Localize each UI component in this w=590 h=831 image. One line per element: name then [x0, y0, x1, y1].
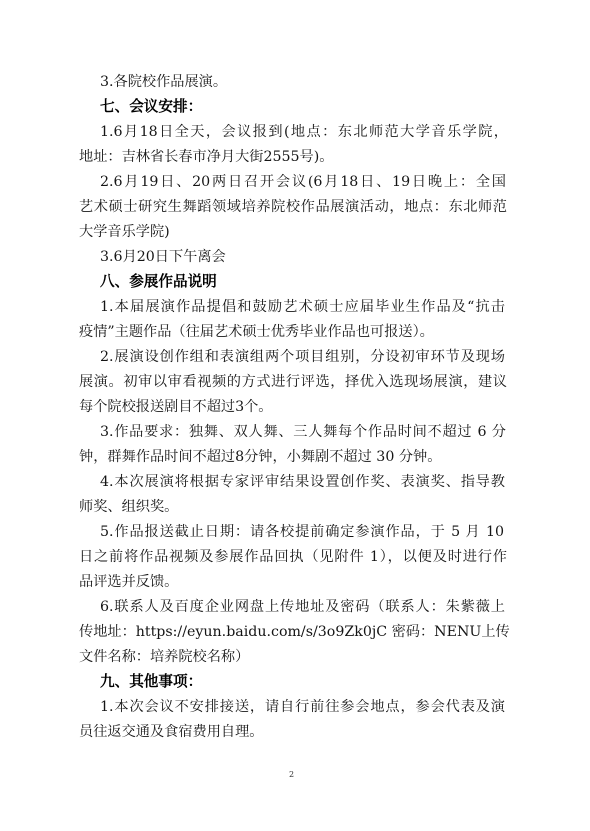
paragraph-line: 1.本次会议不安排接送，请自行前往参会地点，参会代表及演: [100, 699, 505, 715]
paragraph-line: 5.作品报送截止日期：请各校提前确定参演作品，于 5 月 10: [100, 524, 504, 540]
paragraph-line: 文件名称：培养院校名称）: [79, 649, 250, 665]
paragraph-line: 疫情”主题作品（往届艺术硕士优秀毕业作品也可报送）。: [79, 324, 434, 340]
paragraph-line: 传地址：https://eyun.baidu.com/s/3o9Zk0jC 密码：NENU上传: [79, 624, 510, 640]
paragraph-line: 品评选并反馈。: [79, 574, 179, 590]
paragraph-line: 1.本届展演作品提倡和鼓励艺术硕士应届毕业生作品及“抗击: [100, 299, 505, 315]
paragraph-line: 6.联系人及百度企业网盘上传地址及密码（联系人：朱紫薇上: [100, 599, 505, 615]
paragraph-line: 日之前将作品视频及参展作品回执（见附件 1），以便及时进行作: [79, 549, 507, 565]
paragraph-line: 2.展演设创作组和表演组两个项目组别，分设初审环节及现场: [100, 349, 505, 365]
paragraph-line: 大学音乐学院): [79, 224, 170, 240]
section-heading-meeting-arrangement: 七、会议安排：: [100, 98, 203, 115]
section-heading-exhibition-notes: 八、参展作品说明: [100, 273, 217, 290]
paragraph-line: 3.作品要求：独舞、双人舞、三人舞每个作品时间不超过 6 分: [100, 424, 506, 440]
section-heading-other-matters: 九、其他事项：: [100, 673, 203, 690]
paragraph-line: 地址：吉林省长春市净月大街2555号)。: [79, 149, 334, 165]
paragraph-line: 3.各院校作品展演。: [100, 74, 228, 90]
page-number: 2: [289, 770, 295, 779]
paragraph-line: 每个院校报送剧目不超过3个。: [79, 399, 273, 415]
paragraph-line: 展演。初审以审看视频的方式进行评选，择优入选现场展演，建议: [79, 374, 507, 390]
paragraph-line: 2.6月19日、20两日召开会议(6月18日、19日晚上：全国: [100, 174, 506, 190]
paragraph-line: 艺术硕士研究生舞蹈领域培养院校作品展演活动，地点：东北师范: [79, 199, 507, 215]
paragraph-line: 3.6月20日下午离会: [100, 249, 226, 265]
paragraph-line: 员往返交通及食宿费用自理。: [79, 724, 264, 740]
paragraph-line: 钟，群舞作品时间不超过8分钟，小舞剧不超过 30 分钟。: [79, 449, 442, 465]
paragraph-line: 1.6月18日全天，会议报到(地点：东北师范大学音乐学院，: [100, 124, 508, 140]
paragraph-line: 4.本次展演将根据专家评审结果设置创作奖、表演奖、指导教: [100, 474, 505, 490]
paragraph-line: 师奖、组织奖。: [79, 499, 179, 515]
